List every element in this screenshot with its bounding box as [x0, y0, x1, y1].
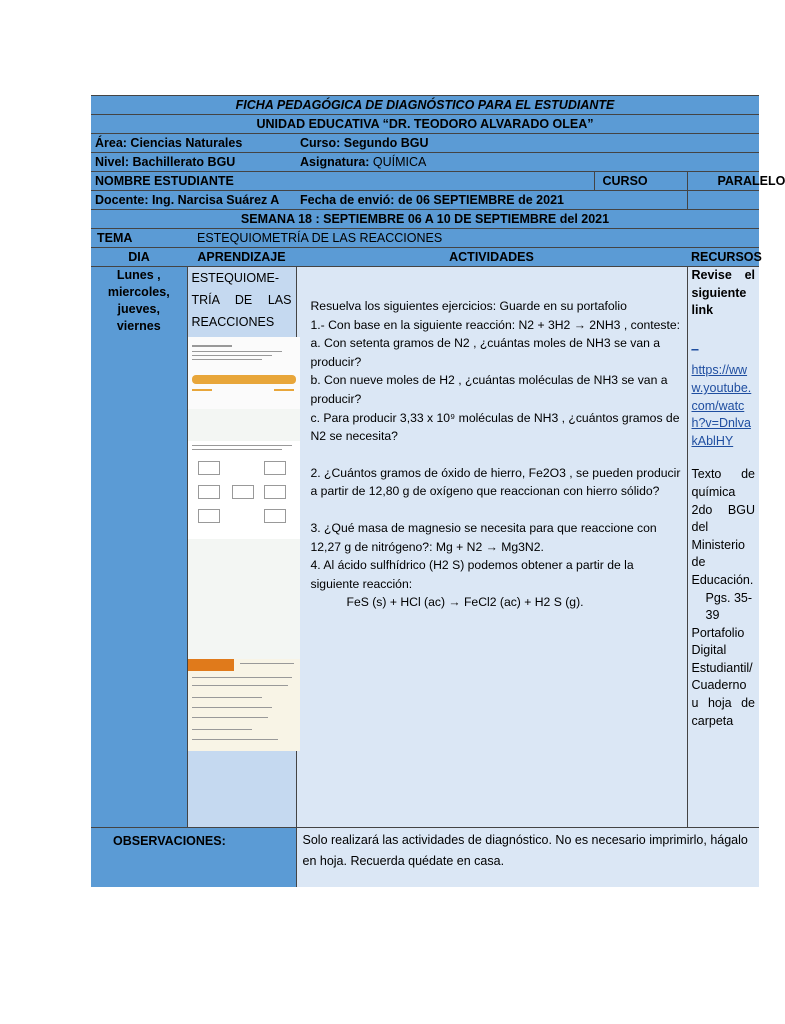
- activity-line: FeS (s) + HCl (ac) → FeCl2 (ac) + H2 S (g).: [346, 595, 584, 610]
- activity-line: b. Con nueve moles de H2 , ¿cuántas moléculas de NH3 se van a producir?: [310, 373, 668, 406]
- reaction-flow-diagram-image: [188, 441, 300, 539]
- nombre-estudiante-label: NOMBRE ESTUDIANTE: [91, 172, 536, 191]
- observaciones-text: Solo realizará las actividades de diagnóstico. No es necesario imprimirlo, hágalo en hoja. Recuerda quédate en casa.: [296, 828, 759, 888]
- youtube-link[interactable]: https://www.youtube.com/watch?v=DnlvakAblHY: [691, 363, 752, 448]
- area-field: Área: Ciencias Naturales: [91, 134, 296, 153]
- aprendizaje-text: ESTEQUIOME-TRÍA DE LAS REACCIONES: [191, 271, 292, 329]
- aprendizaje-cell: [187, 267, 296, 828]
- activity-line: 2. ¿Cuántos gramos de óxido de hierro, Fe2O3 , se pueden producir a partir de 12,80 g de oxígeno que reaccionan con hierro sólido?: [310, 465, 681, 499]
- sheet-table: [91, 95, 785, 887]
- docente-field: Docente: Ing. Narcisa Suárez A: [91, 191, 296, 210]
- asignatura-field: [296, 153, 759, 172]
- activity-line: 4. Al ácido sulfhídrico (H2 S) podemos obtener a partir de la siguiente reacción:: [310, 558, 634, 591]
- dia-cell: Lunes , miercoles, jueves, viernes: [91, 267, 187, 828]
- activity-line: 3. ¿Qué masa de magnesio se necesita para que reaccione con 12,27 g de nitrógeno?: Mg + N2 → Mg3N2.: [310, 520, 657, 554]
- tema-label: TEMA: [91, 229, 187, 248]
- asignatura-value: QUÍMICA: [369, 155, 427, 169]
- pedagogical-sheet: [91, 95, 785, 887]
- column-dia: DIA: [91, 248, 187, 267]
- column-recursos: RECURSOS: [687, 248, 759, 267]
- activity-line: Resuelva los siguientes ejercicios: Guarde en su portafolio: [310, 299, 627, 313]
- paralelo-label: PARALELO: [687, 172, 759, 191]
- curso-field: Curso: Segundo BGU: [296, 134, 759, 153]
- stoichiometry-figure-image: [188, 337, 300, 409]
- column-actividades: ACTIVIDADES: [296, 248, 687, 267]
- curso-label: CURSO: [594, 172, 687, 191]
- activity-line: c. Para producir 3,33 x 10⁹ moléculas de NH3 , ¿cuántos gramos de N2 se necesita?: [310, 410, 680, 444]
- activity-line: a. Con setenta gramos de N2 , ¿cuántas moles de NH3 se van a producir?: [310, 336, 661, 369]
- recursos-pgs: Pgs. 35-39: [705, 590, 753, 623]
- asignatura-label: Asignatura:: [300, 155, 370, 169]
- recursos-portafolio: Portafolio Digital Estudiantil/ Cuaderno u hoja de carpeta: [691, 625, 756, 728]
- recursos-texto: Texto de química 2do BGU del Ministerio de Educación.: [691, 467, 756, 587]
- semana-field: SEMANA 18 : SEPTIEMBRE 06 A 10 DE SEPTIEMBRE del 2021: [91, 210, 759, 229]
- column-aprendizaje: APRENDIZAJE: [187, 248, 296, 267]
- activity-line: 1.- Con base en la siguiente reacción: N2 + 3H2 → 2NH3 , conteste:: [310, 317, 681, 332]
- fecha-envio-field: Fecha de envió: de 06 SEPTIEMBRE de 2021: [296, 191, 687, 210]
- observaciones-label: OBSERVACIONES:: [91, 828, 296, 888]
- recursos-intro: Revise el siguiente link: [691, 268, 756, 318]
- nivel-field: Nivel: Bachillerato BGU: [91, 153, 296, 172]
- example-exercise-image: [188, 659, 300, 751]
- recursos-underscore: _: [691, 336, 699, 351]
- stoichiometry-thumbnails: [188, 337, 300, 751]
- recursos-cell: [687, 267, 759, 828]
- sheet-title: FICHA PEDAGÓGICA DE DIAGNÓSTICO PARA EL ESTUDIANTE: [91, 96, 759, 115]
- tema-value: ESTEQUIOMETRÍA DE LAS REACCIONES: [187, 229, 759, 248]
- school-name: UNIDAD EDUCATIVA “DR. TEODORO ALVARADO OLEA”: [91, 115, 759, 134]
- actividades-cell: [296, 267, 687, 828]
